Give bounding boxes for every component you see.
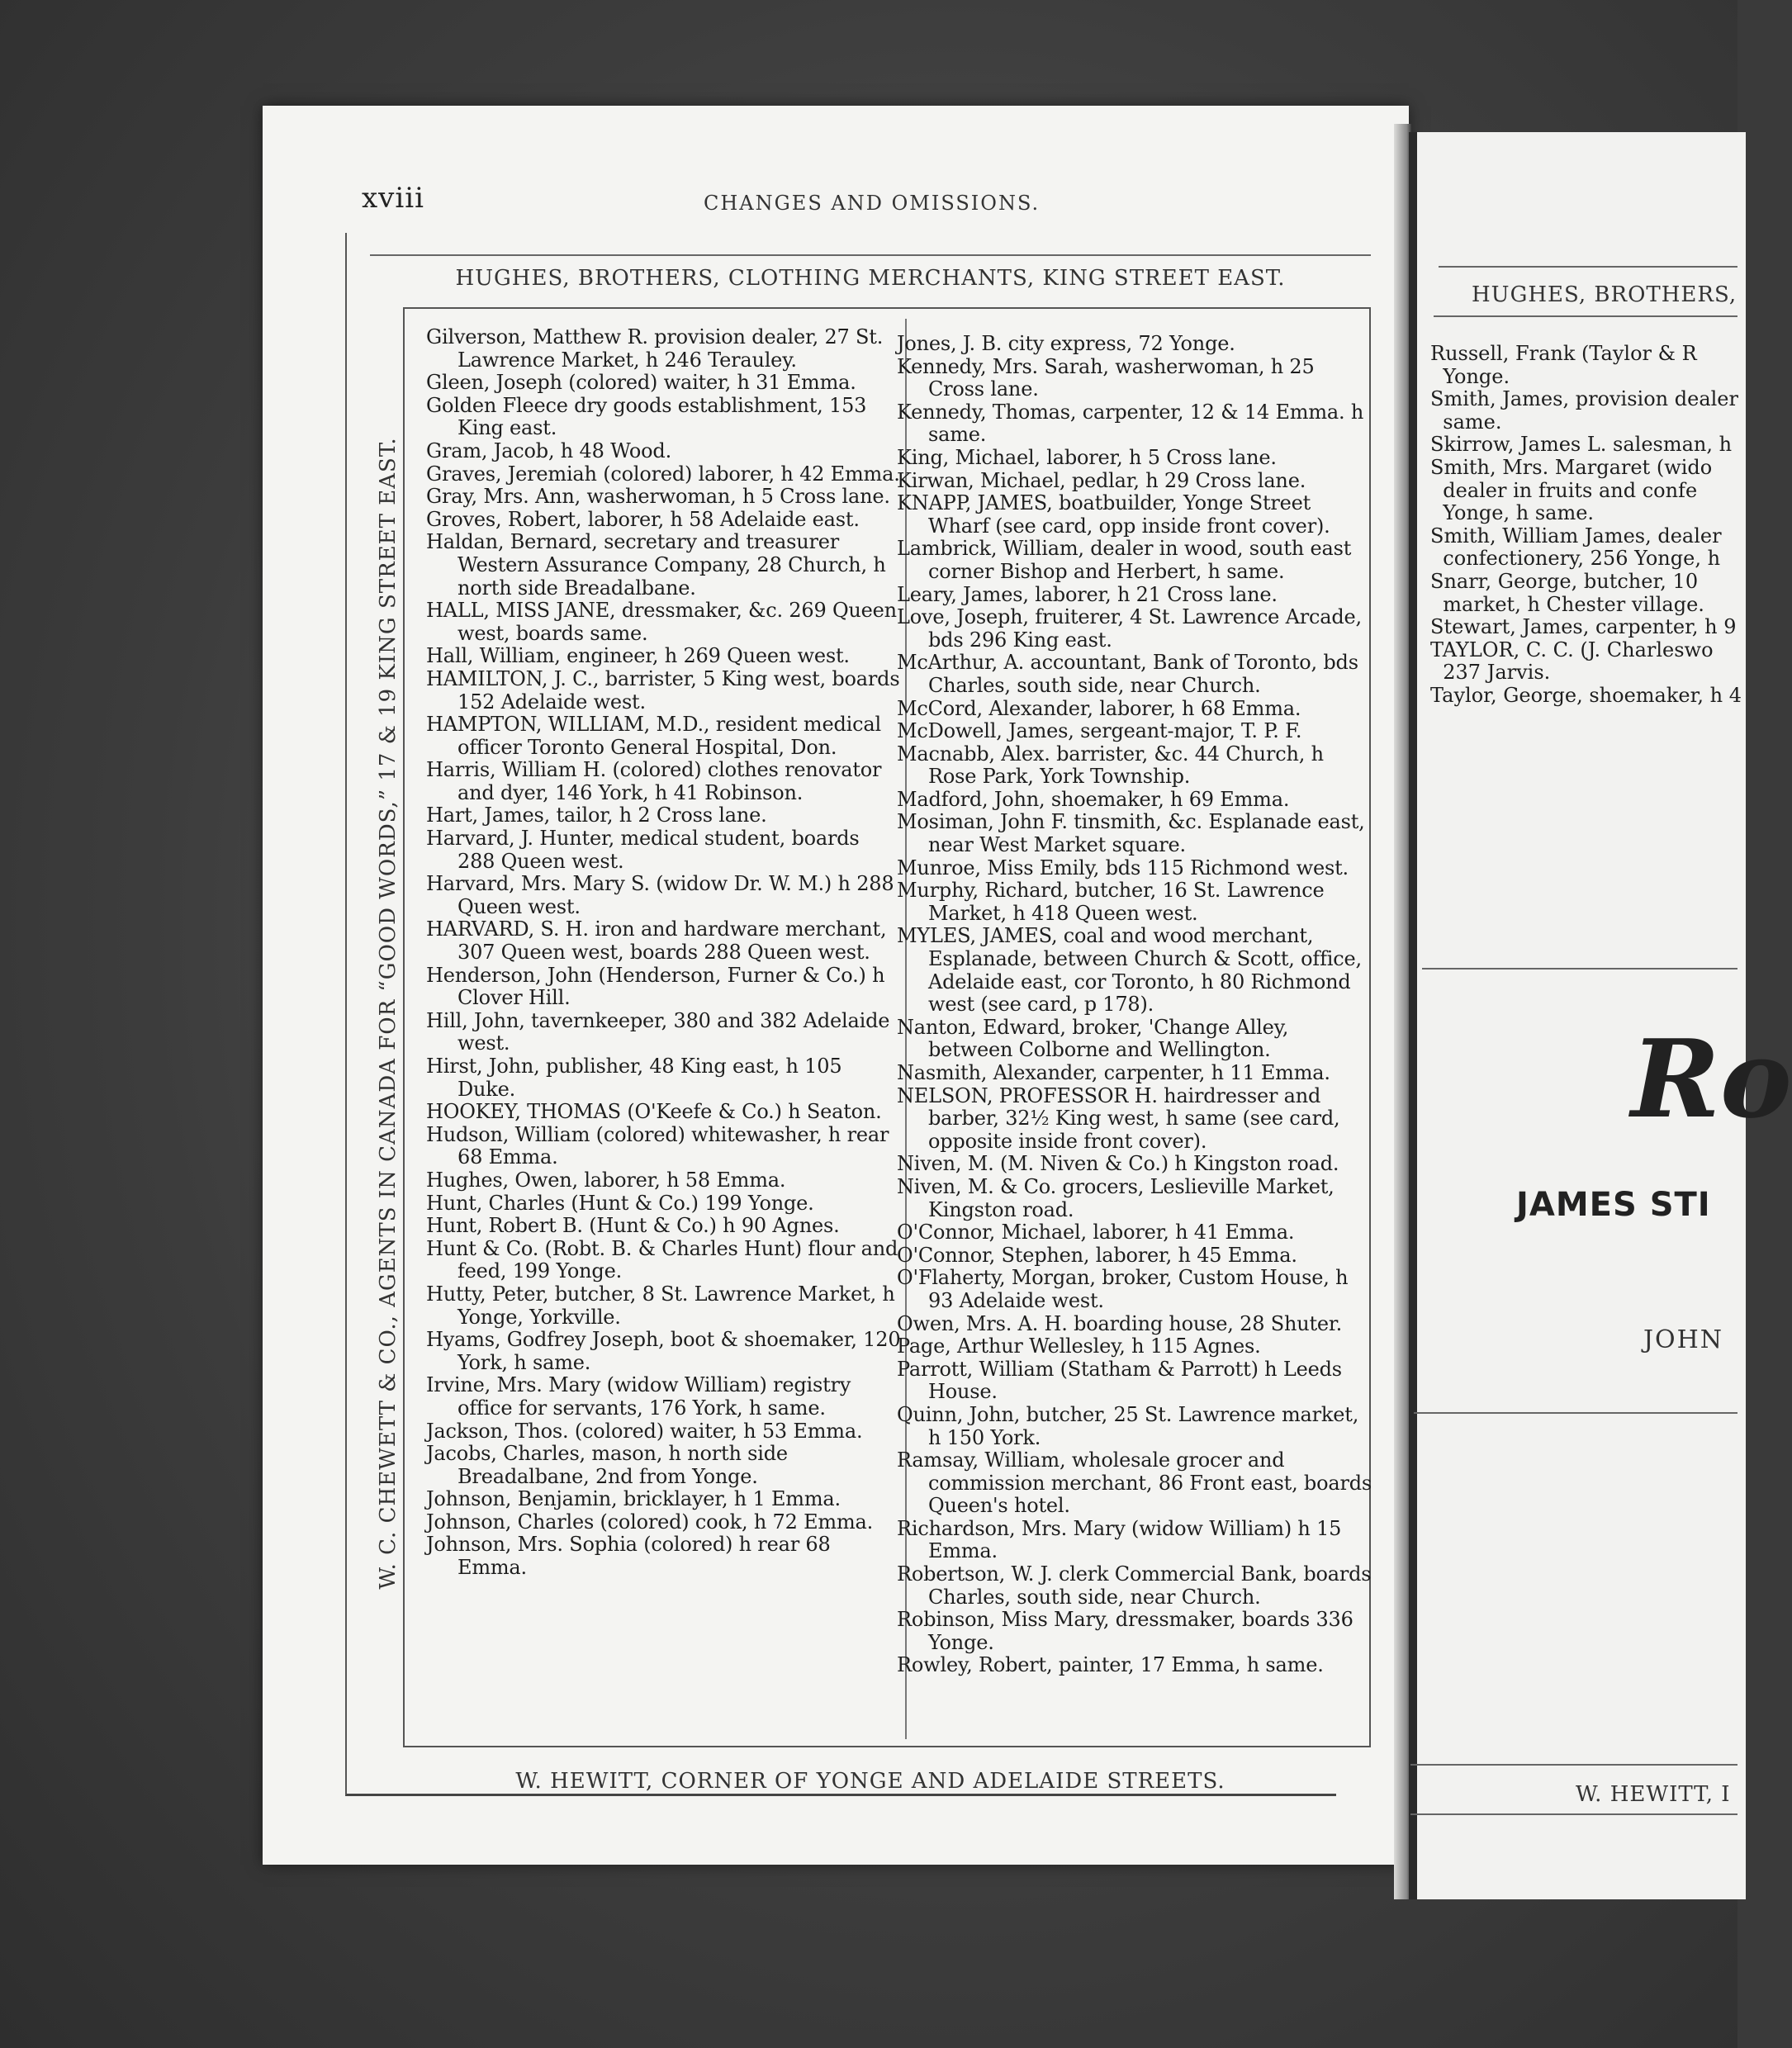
list-item: Stewart, James, carpenter, h 9 [1430, 615, 1737, 639]
list-item: Graves, Jeremiah (colored) laborer, h 42 Emma. [426, 462, 900, 486]
list-item: Lambrick, William, dealer in wood, south east corner Bishop and Herbert, h same. [897, 537, 1352, 583]
list-item: Kennedy, Mrs. Sarah, washerwoman, h 25 Cross lane. [897, 354, 1315, 401]
list-item: Madford, John, shoemaker, h 69 Emma. [897, 787, 1290, 811]
list-item: Kennedy, Thomas, carpenter, 12 & 14 Emma. h same. [897, 400, 1364, 447]
list-item: Hunt, Robert B. (Hunt & Co.) h 90 Agnes. [426, 1214, 840, 1238]
list-item: Harvard, Mrs. Mary S. (widow Dr. W. M.) h 288 Queen west. [426, 872, 894, 918]
list-item: Rowley, Robert, painter, 17 Emma, h same. [897, 1653, 1324, 1677]
list-item: Hughes, Owen, laborer, h 58 Emma. [426, 1168, 786, 1192]
list-item: Snarr, George, butcher, 10 [1430, 569, 1699, 593]
list-item: Owen, Mrs. A. H. boarding house, 28 Shuter. [897, 1311, 1342, 1335]
list-item: Niven, M. & Co. grocers, Leslieville Market, Kingston road. [897, 1174, 1335, 1221]
list-item: Hunt, Charles (Hunt & Co.) 199 Yonge. [426, 1191, 814, 1215]
list-item: TAYLOR, C. C. (J. Charleswo [1430, 638, 1714, 661]
list-item: Hunt & Co. (Robt. B. & Charles Hunt) flour and feed, 199 Yonge. [426, 1236, 898, 1283]
list-item: dealer in fruits and confe [1430, 478, 1698, 502]
right-page-ad-rule-top [1422, 968, 1737, 969]
list-item: Smith, William James, dealer [1430, 524, 1722, 548]
frame-top-rule [370, 254, 1371, 256]
list-item: Groves, Robert, laborer, h 58 Adelaide east. [426, 507, 860, 531]
list-item: Skirrow, James L. salesman, h [1430, 433, 1733, 457]
list-item: Yonge. [1430, 364, 1510, 388]
list-item: Parrott, William (Statham & Parrott) h Leeds House. [897, 1357, 1342, 1404]
list-item: Gilverson, Matthew R. provision dealer, 27 St. Lawrence Market, h 246 Terauley. [426, 325, 884, 372]
right-page-ad-name: JAMES STI [1516, 1186, 1711, 1224]
directory-column-left [426, 326, 901, 1580]
list-item: Henderson, John (Henderson, Furner & Co.) h Clover Hill. [426, 963, 885, 1010]
list-item: Love, Joseph, fruiterer, 4 St. Lawrence Arcade, bds 296 King east. [897, 605, 1362, 652]
list-item: HALL, MISS JANE, dressmaker, &c. 269 Queen west, boards same. [426, 599, 897, 645]
list-item: Nanton, Edward, broker, 'Change Alley, between Colborne and Wellington. [897, 1015, 1289, 1062]
list-item: Hutty, Peter, butcher, 8 St. Lawrence Market, h Yonge, Yorkville. [426, 1282, 895, 1329]
list-item: HOOKEY, THOMAS (O'Keefe & Co.) h Seaton. [426, 1100, 882, 1124]
bottom-advert-banner: W. HEWITT, CORNER OF YONGE AND ADELAIDE STREETS. [515, 1769, 1225, 1794]
list-item: market, h Chester village. [1430, 592, 1704, 616]
list-item: Gram, Jacob, h 48 Wood. [426, 439, 671, 462]
list-item: Hill, John, tavernkeeper, 380 and 382 Adelaide west. [426, 1008, 890, 1055]
list-item: HAMILTON, J. C., barrister, 5 King west, boards 152 Adelaide west. [426, 666, 900, 713]
list-item: same. [1430, 410, 1502, 434]
list-item: O'Flaherty, Morgan, broker, Custom House, h 93 Adelaide west. [897, 1266, 1349, 1312]
right-page-top-rule [1439, 266, 1737, 268]
list-item: King, Michael, laborer, h 5 Cross lane. [897, 445, 1277, 469]
list-item: Niven, M. (M. Niven & Co.) h Kingston road. [897, 1152, 1339, 1176]
right-page-ad-subline: JOHN [1643, 1325, 1724, 1354]
list-item: Munroe, Miss Emily, bds 115 Richmond west. [897, 856, 1349, 879]
list-item: Ramsay, William, wholesale grocer and commission merchant, 86 Front east, boards Queen's hotel. [897, 1448, 1372, 1518]
list-item: Harris, William H. (colored) clothes renovator and dyer, 146 York, h 41 Robinson. [426, 758, 882, 804]
list-item: Jones, J. B. city express, 72 Yonge. [897, 332, 1235, 355]
right-page-footer-rule [1410, 1813, 1737, 1815]
list-item: Page, Arthur Wellesley, h 115 Agnes. [897, 1335, 1261, 1358]
list-item: KNAPP, JAMES, boatbuilder, Yonge Street Wharf (see card, opp inside front cover). [897, 491, 1330, 538]
right-page-banner-rule [1434, 315, 1737, 317]
list-item: Macnabb, Alex. barrister, &c. 44 Church, h Rose Park, York Township. [897, 742, 1324, 789]
list-item: Jackson, Thos. (colored) waiter, h 53 Emma. [426, 1419, 863, 1443]
list-item: MYLES, JAMES, coal and wood merchant, Esplanade, between Church & Scott, office, Adelaide east, cor Toronto, h 80 Richmond west (see card, p 178). [897, 924, 1362, 1017]
list-item: Taylor, George, shoemaker, h 4 [1430, 683, 1742, 707]
list-item: Smith, James, provision dealer [1430, 387, 1738, 411]
list-item: Johnson, Charles (colored) cook, h 72 Emma. [426, 1510, 874, 1534]
directory-column-right [897, 333, 1376, 1677]
list-item: Hirst, John, publisher, 48 King east, h 105 Duke. [426, 1055, 842, 1101]
list-item: O'Connor, Stephen, laborer, h 45 Emma. [897, 1243, 1297, 1267]
list-item: confectionery, 256 Yonge, h [1430, 547, 1721, 571]
list-item: Russell, Frank (Taylor & R [1430, 342, 1697, 365]
list-item: Murphy, Richard, butcher, 16 St. Lawrence Market, h 418 Queen west. [897, 879, 1325, 925]
list-item: McArthur, A. accountant, Bank of Toronto, bds Charles, south side, near Church. [897, 651, 1358, 697]
list-item: Kirwan, Michael, pedlar, h 29 Cross lane. [897, 468, 1306, 492]
list-item: Gray, Mrs. Ann, washerwoman, h 5 Cross lane. [426, 485, 890, 509]
list-item: NELSON, PROFESSOR H. hairdresser and barber, 32½ King west, h same (see card, opposite inside front cover). [897, 1083, 1340, 1153]
running-title: CHANGES AND OMISSIONS. [704, 192, 1041, 215]
right-page-bottom-rule [1410, 1764, 1737, 1766]
list-item: Leary, James, laborer, h 21 Cross lane. [897, 582, 1278, 606]
list-item: Yonge, h same. [1430, 501, 1595, 525]
list-item: Quinn, John, butcher, 25 St. Lawrence market, h 150 York. [897, 1402, 1359, 1449]
right-page-column [1430, 343, 1777, 708]
list-item: Smith, Mrs. Margaret (wido [1430, 455, 1713, 479]
list-item: 237 Jarvis. [1430, 661, 1551, 685]
list-item: Nasmith, Alexander, carpenter, h 11 Emma. [897, 1061, 1330, 1084]
list-item: Gleen, Joseph (colored) waiter, h 31 Emma. [426, 371, 856, 395]
right-page-ad-script-heading: Ro [1631, 1016, 1792, 1142]
list-item: Hart, James, tailor, h 2 Cross lane. [426, 804, 767, 827]
list-item: Irvine, Mrs. Mary (widow William) registry office for servants, 176 York, h same. [426, 1373, 851, 1420]
list-item: Hall, William, engineer, h 269 Queen west. [426, 644, 850, 668]
list-item: McDowell, James, sergeant-major, T. P. F. [897, 719, 1302, 743]
side-advert-banner: W. C. CHEWETT & CO., AGENTS IN CANADA FOR “GOOD WORDS,” 17 & 19 KING STREET EAST. [376, 437, 401, 1590]
right-page-ad-rule-bottom [1414, 1412, 1737, 1414]
list-item: Jacobs, Charles, mason, h north side Breadalbane, 2nd from Yonge. [426, 1442, 788, 1488]
right-page-banner: HUGHES, BROTHERS, [1472, 282, 1737, 307]
list-item: Robertson, W. J. clerk Commercial Bank, boards Charles, south side, near Church. [897, 1562, 1372, 1609]
list-item: Hyams, Godfrey Joseph, boot & shoemaker, 120 York, h same. [426, 1328, 901, 1374]
list-item: Haldan, Bernard, secretary and treasurer Western Assurance Company, 28 Church, h north side Breadalbane. [426, 530, 886, 600]
top-advert-banner: HUGHES, BROTHERS, CLOTHING MERCHANTS, KING STREET EAST. [455, 266, 1286, 291]
list-item: Johnson, Benjamin, bricklayer, h 1 Emma. [426, 1487, 841, 1511]
right-page-bottom-banner: W. HEWITT, I [1576, 1782, 1731, 1807]
list-item: Golden Fleece dry goods establishment, 153 King east. [426, 393, 867, 440]
list-item: HAMPTON, WILLIAM, M.D., resident medical officer Toronto General Hospital, Don. [426, 713, 881, 759]
list-item: HARVARD, S. H. iron and hardware merchant, 307 Queen west, boards 288 Queen west. [426, 917, 887, 965]
list-item: Johnson, Mrs. Sophia (colored) h rear 68 Emma. [426, 1533, 831, 1580]
list-item: Richardson, Mrs. Mary (widow William) h 15 Emma. [897, 1516, 1342, 1563]
page-folio: xviii [362, 182, 425, 215]
list-item: O'Connor, Michael, laborer, h 41 Emma. [897, 1221, 1295, 1244]
list-item: Mosiman, John F. tinsmith, &c. Esplanade east, near West Market square. [897, 810, 1365, 857]
list-item: McCord, Alexander, laborer, h 68 Emma. [897, 696, 1301, 720]
list-item: Hudson, William (colored) whitewasher, h rear 68 Emma. [426, 1122, 889, 1169]
list-item: Robinson, Miss Mary, dressmaker, boards 336 Yonge. [897, 1608, 1353, 1654]
list-item: Harvard, J. Hunter, medical student, boards 288 Queen west. [426, 827, 860, 873]
